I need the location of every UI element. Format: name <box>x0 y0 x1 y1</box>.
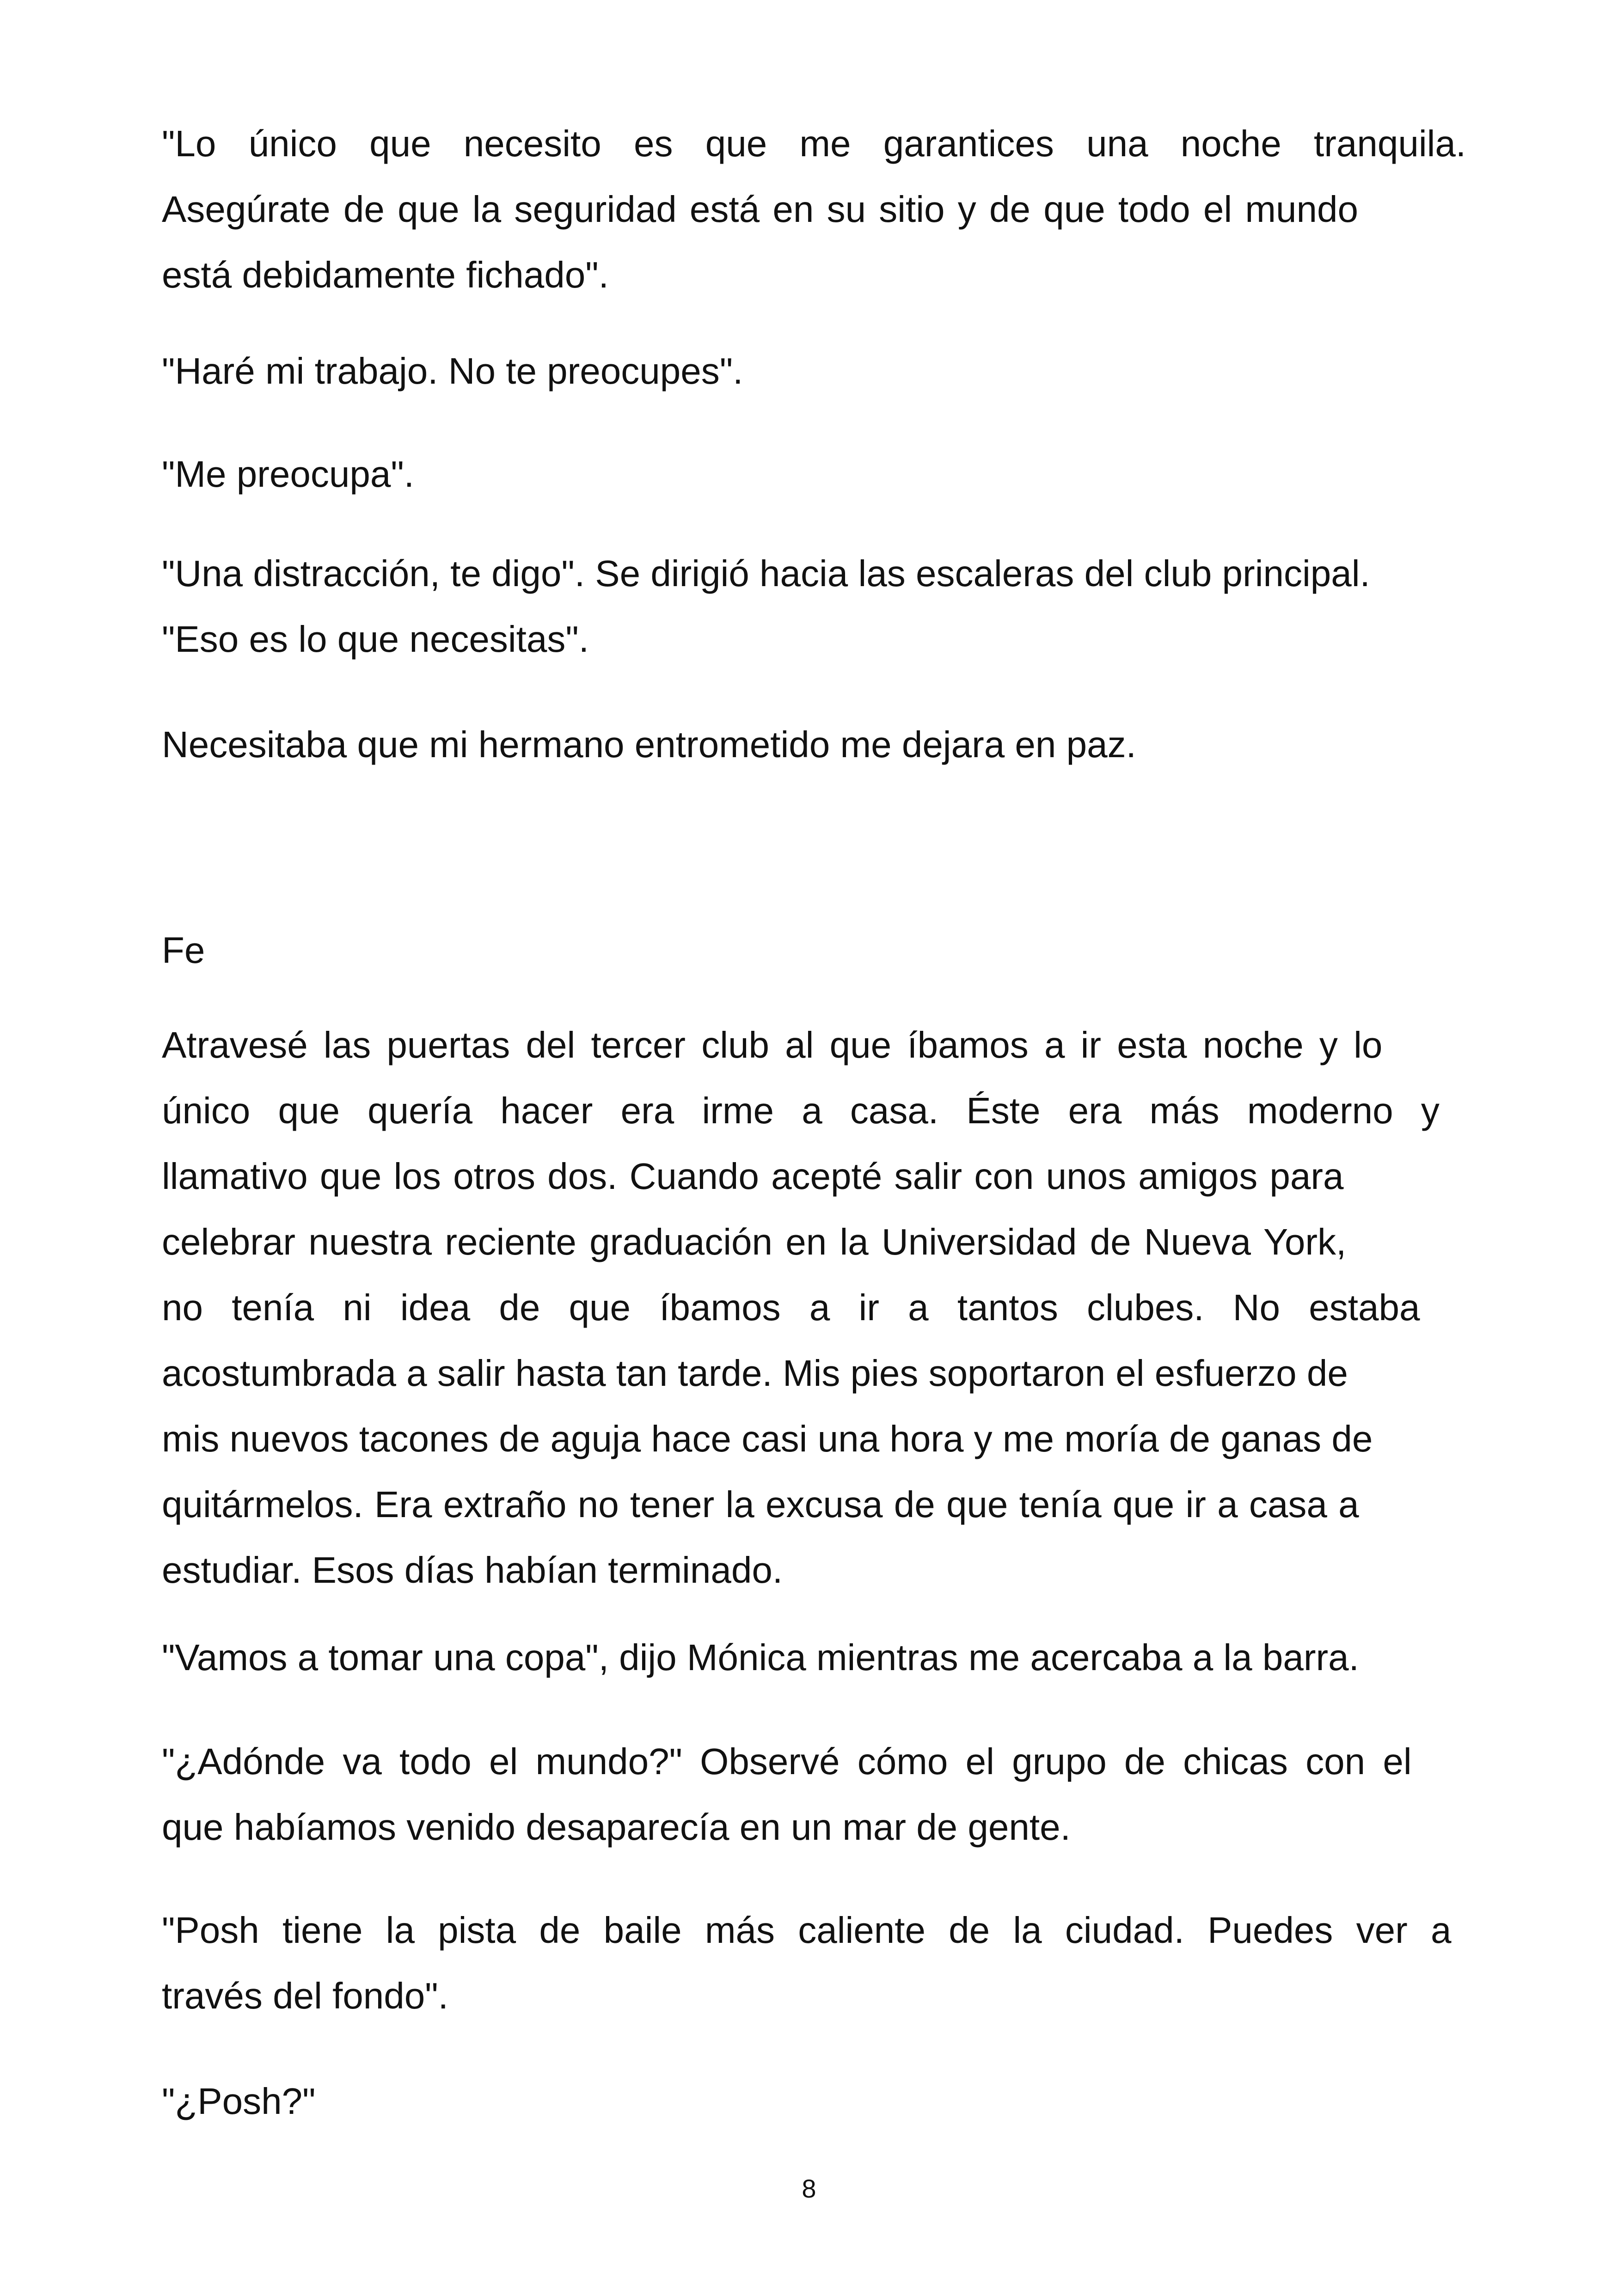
section-heading-text: Fe <box>162 930 205 971</box>
section-heading <box>162 918 1491 983</box>
paragraph-5 <box>162 712 1491 778</box>
paragraph-line: "Haré mi trabajo. No te preocupes". <box>162 350 743 392</box>
paragraph-line: está debidamente fichado". <box>162 254 609 295</box>
paragraph-line: único que quería hacer era irme a casa. Éste era más moderno y <box>162 1090 1440 1131</box>
paragraph-line: "Una distracción, te digo". Se dirigió hacia las escaleras del club principal. <box>162 553 1370 594</box>
paragraph-line: "Posh tiene la pista de baile más caliente de la ciudad. Puedes ver a <box>162 1910 1452 1951</box>
paragraph-3 <box>162 441 1491 507</box>
paragraph-line: Necesitaba que mi hermano entrometido me dejara en paz. <box>162 724 1136 765</box>
paragraph-8 <box>162 1625 1491 1690</box>
paragraph-line: quitármelos. Era extraño no tener la excusa de que tenía que ir a casa a <box>162 1484 1359 1525</box>
paragraph-9 <box>162 1729 1491 1860</box>
paragraph-line: no tenía ni idea de que íbamos a ir a tantos clubes. No estaba <box>162 1287 1420 1328</box>
paragraph-1 <box>162 111 1491 308</box>
paragraph-10 <box>162 1898 1491 2029</box>
paragraph-7 <box>162 1012 1491 1603</box>
paragraph-line: Asegúrate de que la seguridad está en su sitio y de que todo el mundo <box>162 189 1358 230</box>
paragraph-line: "¿Posh?" <box>162 2081 316 2122</box>
paragraph-line: estudiar. Esos días habían terminado. <box>162 1549 783 1591</box>
paragraph-line: "Me preocupa". <box>162 453 414 495</box>
paragraph-line: través del fondo". <box>162 1975 448 2016</box>
page-number: 8 <box>802 2174 816 2203</box>
paragraph-line: "¿Adónde va todo el mundo?" Observé cómo el grupo de chicas con el <box>162 1741 1412 1782</box>
paragraph-line: que habíamos venido desaparecía en un mar de gente. <box>162 1806 1071 1848</box>
paragraph-line: llamativo que los otros dos. Cuando acepté salir con unos amigos para <box>162 1156 1344 1197</box>
paragraph-line: mis nuevos tacones de aguja hace casi una hora y me moría de ganas de <box>162 1418 1373 1459</box>
paragraph-line: celebrar nuestra reciente graduación en la Universidad de Nueva York, <box>162 1221 1347 1262</box>
paragraph-2 <box>162 338 1491 404</box>
paragraph-4 <box>162 541 1491 672</box>
paragraph-line: Atravesé las puertas del tercer club al que íbamos a ir esta noche y lo <box>162 1024 1383 1065</box>
paragraph-11 <box>162 2069 1491 2134</box>
paragraph-line: "Vamos a tomar una copa", dijo Mónica mientras me acercaba a la barra. <box>162 1637 1359 1678</box>
paragraph-line: "Eso es lo que necesitas". <box>162 618 589 660</box>
paragraph-line: acostumbrada a salir hasta tan tarde. Mis pies soportaron el esfuerzo de <box>162 1353 1348 1394</box>
paragraph-line: "Lo único que necesito es que me garantices una noche tranquila. <box>162 123 1466 164</box>
